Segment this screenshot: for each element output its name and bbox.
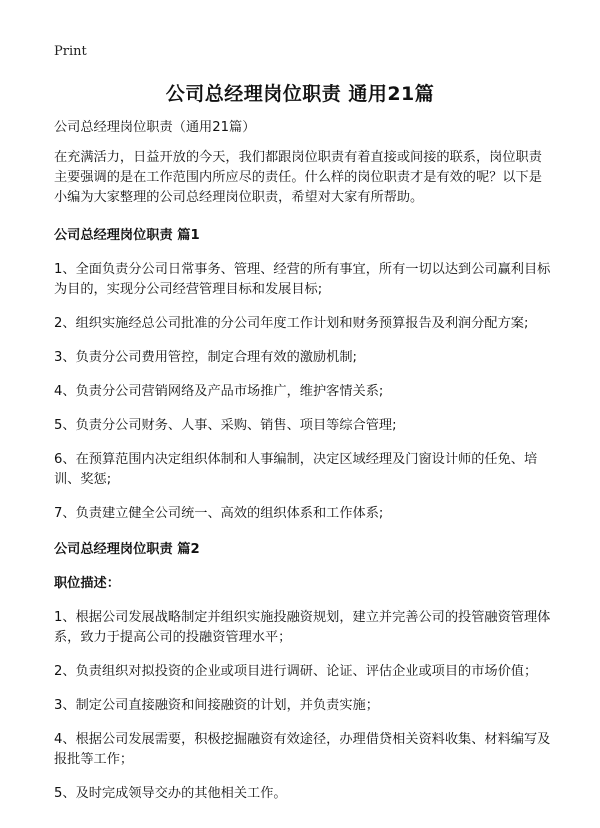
print-label: Print (54, 44, 87, 59)
list-item: 4、根据公司发展需要，积极挖掘融资有效途径，办理借贷相关资料收集、材料编写及报批等工作； (54, 732, 551, 767)
position-description-heading: 职位描述： (54, 576, 120, 591)
section-heading-2: 公司总经理岗位职责 篇2 (54, 542, 200, 557)
document-body (54, 118, 554, 818)
list-item: 6、在预算范围内决定组织体制和人事编制，决定区域经理及门窗设计师的任免、培训、奖惩; (54, 452, 538, 487)
list-item: 2、组织实施经总公司批准的分公司年度工作计划和财务预算报告及利润分配方案; (54, 316, 529, 331)
list-item: 4、负责分公司营销网络及产品市场推广，维护客情关系; (54, 384, 384, 399)
list-item: 2、负责组织对拟投资的企业或项目进行调研、论证、评估企业或项目的市场价值； (54, 664, 538, 679)
list-item: 3、负责分公司费用管控，制定合理有效的激励机制; (54, 350, 357, 365)
list-item: 5、负责分公司财务、人事、采购、销售、项目等综合管理; (54, 418, 397, 433)
list-item: 1、根据公司发展战略制定并组织实施投融资规划，建立并完善公司的投管融资管理体系，致力于提高公司的投融资管理水平； (54, 610, 551, 645)
document-subtitle: 公司总经理岗位职责（通用21篇） (54, 120, 256, 135)
list-item: 3、制定公司直接融资和间接融资的计划，并负责实施； (54, 698, 379, 713)
section-heading-1: 公司总经理岗位职责 篇1 (54, 228, 200, 243)
list-item: 7、负责建立健全公司统一、高效的组织体系和工作体系; (54, 506, 384, 521)
page-title: 公司总经理岗位职责 通用21篇 (165, 83, 435, 105)
list-item: 5、及时完成领导交办的其他相关工作。 (54, 786, 287, 801)
intro-paragraph: 在充满活力，日益开放的今天，我们都跟岗位职责有着直接或间接的联系，岗位职责主要强调的是在工作范围内所应尽的责任。什么样的岗位职责才是有效的呢？以下是小编为大家整理的公司总经理岗位职责，希望对大家有所帮助。 (54, 150, 542, 205)
list-item: 1、全面负责分公司日常事务、管理、经营的所有事宜，所有一切以达到公司赢利目标为目的，实现分公司经营管理目标和发展目标; (54, 262, 551, 297)
